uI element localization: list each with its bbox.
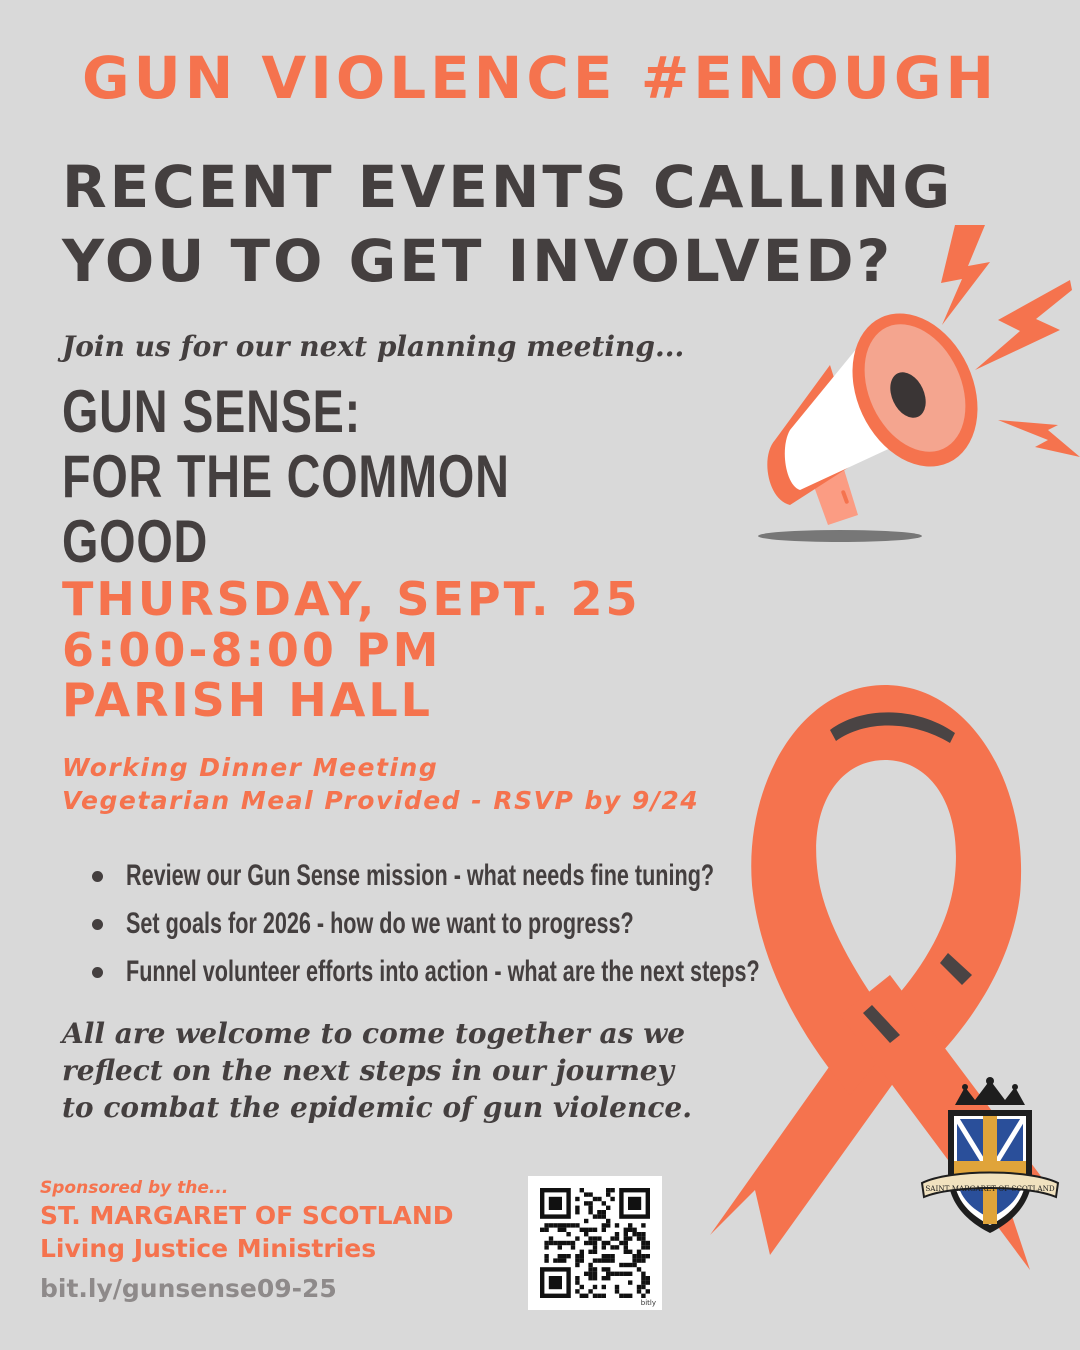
welcome-line-1: All are welcome to come together as we	[62, 1017, 686, 1050]
welcome-text	[62, 1016, 692, 1127]
dinner-line-1: Working Dinner Meeting	[62, 753, 439, 782]
bullet-icon	[92, 871, 103, 882]
agenda-item-3: Funnel volunteer efforts into action - what are the next steps?	[126, 955, 760, 988]
list-item	[92, 900, 1006, 948]
meeting-title	[62, 380, 546, 574]
crest-logo	[920, 1075, 1060, 1240]
agenda-item-2: Set goals for 2026 - how do we want to progress?	[126, 907, 634, 940]
question-line-1: RECENT EVENTS CALLING	[62, 153, 954, 221]
headline: GUN VIOLENCE #ENOUGH	[81, 44, 998, 112]
bullet-icon	[92, 967, 103, 978]
event-details	[62, 574, 641, 726]
agenda-list	[92, 852, 1006, 996]
welcome-line-2: reflect on the next steps in our journey	[62, 1053, 674, 1087]
sponsor-ministry: Living Justice Ministries	[40, 1233, 377, 1263]
crest-text: SAINT MARGARET OF SCOTLAND	[925, 1184, 1055, 1193]
list-item	[92, 948, 1006, 996]
rsvp-link[interactable]: bit.ly/gunsense09-25	[40, 1274, 337, 1303]
meeting-title-line-1: GUN SENSE:	[62, 378, 362, 445]
event-date: THURSDAY, SEPT. 25	[62, 572, 641, 626]
sponsor-org-name: ST. MARGARET OF SCOTLAND	[40, 1201, 454, 1230]
event-time: 6:00-8:00 PM	[62, 622, 442, 677]
intro-text: Join us for our next planning meeting...	[62, 330, 685, 363]
question-line-2: YOU TO GET INVOLVED?	[62, 227, 894, 296]
megaphone-icon	[730, 225, 1080, 550]
welcome-line-3: to combat the epidemic of gun violence.	[62, 1090, 692, 1124]
meeting-title-line-2: FOR THE COMMON GOOD	[62, 442, 510, 575]
sponsor-label: Sponsored by the...	[40, 1178, 229, 1198]
qr-code	[528, 1176, 662, 1310]
event-place: PARISH HALL	[62, 673, 433, 728]
list-item	[92, 852, 1006, 900]
sponsor-org	[40, 1200, 454, 1265]
qr-tag: bitly	[640, 1299, 656, 1307]
dinner-info	[62, 752, 699, 817]
dinner-line-2: Vegetarian Meal Provided - RSVP by 9/24	[62, 785, 700, 815]
bullet-icon	[92, 919, 103, 930]
agenda-item-1: Review our Gun Sense mission - what needs fine tuning?	[126, 859, 715, 892]
